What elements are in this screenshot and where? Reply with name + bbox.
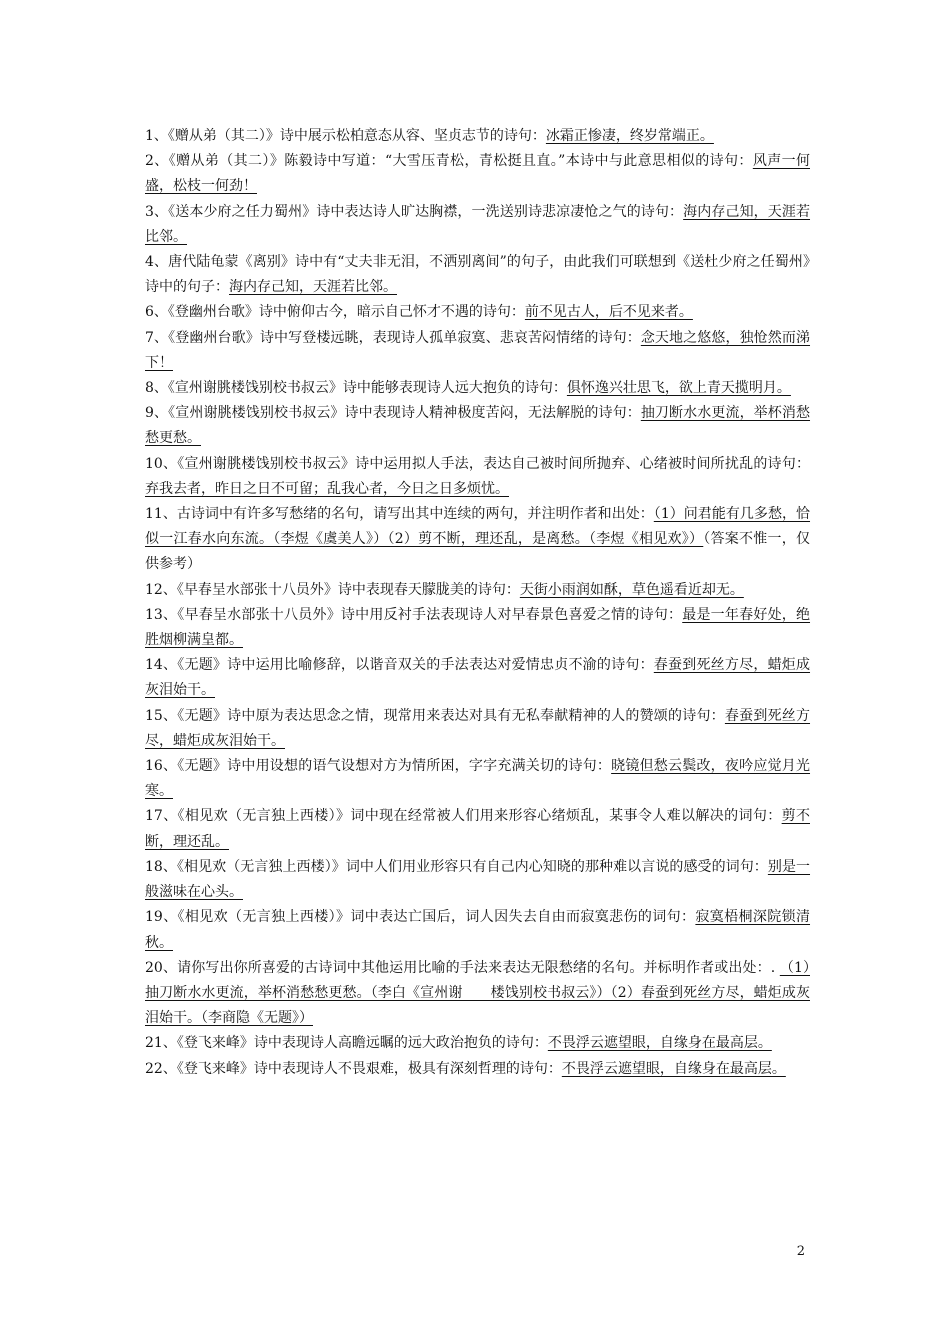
question-21 xyxy=(145,1031,810,1056)
answer-text: 不畏浮云遮望眼，自缘身在最高层。 xyxy=(547,1035,772,1052)
page-number: 2 xyxy=(796,1244,805,1259)
question-10 xyxy=(145,452,810,502)
question-12 xyxy=(145,578,810,603)
question-text: 11、古诗词中有许多写愁绪的名句，请写出其中连续的两句，并注明作者和出处： xyxy=(145,506,654,523)
question-text: 14、《无题》诗中运用比喻修辞，以谐音双关的手法表达对爱情忠贞不渝的诗句： xyxy=(145,657,654,674)
question-text: 19、《相见欢（无言独上西楼）》词中表达亡国后，词人因失去自由而寂寞悲伤的词句： xyxy=(145,909,696,926)
question-text: 6、《登幽州台歌》诗中俯仰古今，暗示自己怀才不遇的诗句： xyxy=(145,304,525,321)
answer-text: 不畏浮云遮望眼，自缘身在最高层。 xyxy=(561,1060,786,1077)
question-text: 13、《早春呈水部张十八员外》诗中用反衬手法表现诗人对早春景色喜爱之情的诗句： xyxy=(145,606,683,623)
answer-text: 俱怀逸兴壮思飞，欲上青天揽明月。 xyxy=(566,380,791,397)
question-text: 3、《送本少府之任力蜀州》诗中表达诗人旷达胸襟，一洗送别诗悲凉凄怆之气的诗句： xyxy=(145,203,684,220)
question-text: 20、请你写出你所喜爱的古诗词中其他运用比喻的手法来表达无限愁绪的名句。并标明作者或出处：. xyxy=(145,959,780,976)
answer-text: 海内存己知，天涯若比邻。 xyxy=(145,203,811,245)
question-text: 17、《相见欢（无言独上西楼）》词中现在经常被人们用来形容心绪烦乱，某事令人难以解决的词句： xyxy=(145,808,782,825)
answer-text: 寂寞梧桐深院锁清秋。 xyxy=(145,909,811,951)
question-18 xyxy=(145,855,810,905)
question-text: 2、《赠从弟（其二）》陈毅诗中写道：“大雪压青松，青松挺且直。”本诗中与此意思相似的诗句： xyxy=(145,153,753,170)
question-14 xyxy=(145,653,810,703)
answer-text: 最是一年春好处，绝胜烟柳满皇都。 xyxy=(145,606,811,649)
question-19 xyxy=(145,905,810,955)
question-15 xyxy=(145,704,810,754)
answer-text: 前不见古人，后不见来者。 xyxy=(524,304,693,321)
answer-text: 春蚕到死丝方尽，蜡炬成灰泪始干。 xyxy=(145,707,811,749)
question-3 xyxy=(145,200,810,250)
question-text: 8、《宣州谢朓楼饯别校书叔云》诗中能够表现诗人远大抱负的诗句： xyxy=(145,380,567,397)
answer-text: 天街小雨润如酥，草色遥看近却无。 xyxy=(519,581,744,598)
question-17 xyxy=(145,804,810,854)
answer-text: 念天地之悠悠，独怆然而涕下！ xyxy=(145,329,811,371)
question-text: 7、《登幽州台歌》诗中写登楼远眺，表现诗人孤单寂寞、悲哀苦闷情绪的诗句： xyxy=(145,329,641,346)
question-text: 18、《相见欢（无言独上西楼）》词中人们用业形容只有自己内心知晓的那种难以言说的感受的词句： xyxy=(145,858,768,875)
question-text: 1、《赠从弟（其二）》诗中展示松柏意态从容、坚贞志节的诗句： xyxy=(145,128,546,144)
question-20 xyxy=(145,956,810,1032)
question-text: 16、《无题》诗中用设想的语气设想对方为情所困，字字充满关切的诗句： xyxy=(145,758,612,775)
answer-text: （1）问君能有几多愁，恰似一江春水向东流。（李煜《虞美人》）（2）剪不断，理还乱，是离愁。（李煜《相见欢》） xyxy=(145,506,811,548)
question-9 xyxy=(145,401,810,451)
question-6 xyxy=(145,300,810,325)
question-8 xyxy=(145,376,810,401)
answer-text: 冰霜正惨凄，终岁常端正。 xyxy=(545,128,714,144)
question-2 xyxy=(145,149,810,199)
question-text: 12、《早春呈水部张十八员外》诗中表现春天朦胧美的诗句： xyxy=(145,581,520,598)
answer-text: 春蚕到死丝方尽，蜡炬成灰泪始干。 xyxy=(145,657,811,699)
answer-text: 弃我去者，昨日之日不可留；乱我心者，今日之日多烦忧。 xyxy=(145,480,509,497)
question-text: 9、《宣州谢朓楼饯别校书叔云》诗中表现诗人精神极度苦闷，无法解脱的诗句： xyxy=(145,405,641,422)
question-1 xyxy=(145,124,810,149)
answer-text: 别是一般滋味在心头。 xyxy=(145,858,811,901)
answer-text: 风声一何盛，松枝一何劲！ xyxy=(145,153,810,195)
answer-note: （答案不惟一，仅供参考） xyxy=(145,531,811,573)
answer-text: 晓镜但愁云鬓改，夜吟应觉月光寒。 xyxy=(145,758,811,800)
question-11 xyxy=(145,502,810,578)
answer-text: （1）抽刀断水水更流，举杯消愁愁更愁。（李白《宣州谢 楼饯别校书叔云》）（2）春蚕到死丝方尽，蜡炬成灰泪始干。（李商隐《无题》） xyxy=(145,959,810,1027)
question-text: 10、《宣州谢朓楼饯别校书叔云》诗中运用拟人手法，表达自己被时间所抛弃、心绪被时间所扰乱的诗句： xyxy=(145,455,810,472)
document-body xyxy=(145,124,810,1082)
question-4 xyxy=(145,250,810,300)
question-16 xyxy=(145,754,810,804)
answer-text: 海内存己知，天涯若比邻。 xyxy=(229,279,397,296)
question-text: 4、唐代陆龟蒙《离别》诗中有“丈夫非无泪，不洒别离间”的句子，由此我们可联想到《送杜少府之任蜀州》诗中的句子： xyxy=(145,254,810,296)
question-text: 21、《登飞来峰》诗中表现诗人高瞻远瞩的远大政治抱负的诗句： xyxy=(145,1035,548,1052)
question-7 xyxy=(145,326,810,376)
question-13 xyxy=(145,603,810,653)
answer-text: 剪不断，理还乱。 xyxy=(145,808,810,850)
question-text: 22、《登飞来峰》诗中表现诗人不畏艰难，极具有深刻哲理的诗句： xyxy=(145,1060,562,1077)
answer-text: 抽刀断水水更流，举杯消愁愁更愁。 xyxy=(145,405,811,447)
question-text: 15、《无题》诗中原为表达思念之情，现常用来表达对具有无私奉献精神的人的赞颂的诗句： xyxy=(145,707,725,724)
question-22 xyxy=(145,1057,810,1082)
